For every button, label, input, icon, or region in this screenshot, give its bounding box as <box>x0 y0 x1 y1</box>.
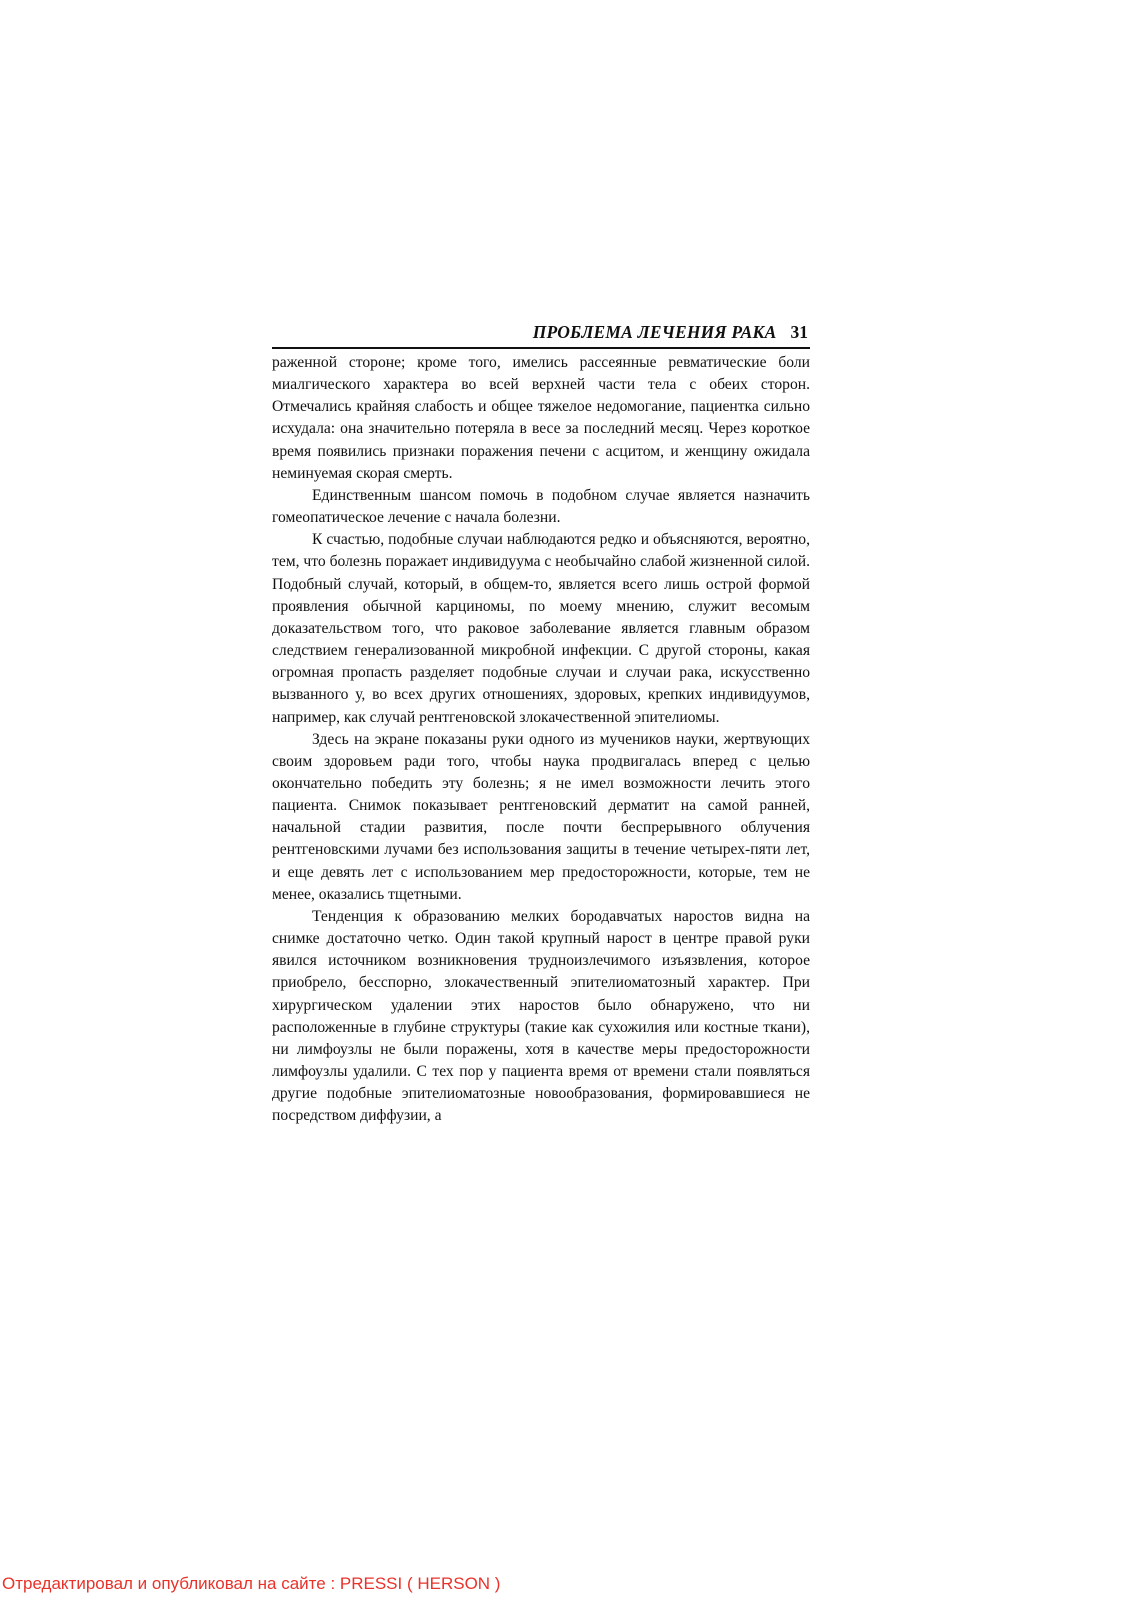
paragraph-2: Единственным шансом помочь в подобном случае является назначить гомеопатическое лечение с начала болезни. <box>272 486 810 527</box>
running-title: ПРОБЛЕМА ЛЕЧЕНИЯ РАКА <box>532 322 777 342</box>
paragraph-3: К счастью, подобные случаи наблюдаются редко и объясняются, вероятно, тем, что болезнь поражает индивидуума с необычайно слабой жизненной силой. Подобный случай, который, в общем-то, является всего лишь острой формой проявления обычной карциномы, по моему мнению, служит весомым доказательством того, что раковое заболевание является главным образом следствием генерализованной микробной инфекции. С другой стороны, какая огромная пропасть разделяет подобные случаи и случаи рака, искусственно вызванного у, во всех других отношениях, здоровых, крепких индивидуумов, например, как случай рентгеновской злокачественной эпителиомы. <box>272 531 810 726</box>
running-head <box>272 322 810 342</box>
page-number: 31 <box>790 322 808 342</box>
header-rule <box>272 347 810 349</box>
paragraph-4: Здесь на экране показаны руки одного из мучеников науки, жертвующих своим здоровьем ради того, чтобы наука продвигалась вперед с целью окончательно победить эту болезнь; я не имел возможности лечить этого пациента. Снимок показывает рентгеновский дерматит на самой ранней, начальной стадии развития, после почти беспрерывного облучения рентгеновскими лучами без использования защиты в течение четырех-пяти лет, и еще девять лет с использованием мер предосторожности, которые, тем не менее, оказались тщетными. <box>272 730 810 903</box>
footer-credit: Отредактировал и опубликовал на сайте : PRESSI ( HERSON ) <box>2 1574 501 1593</box>
book-page <box>272 322 810 1127</box>
paragraph-5: Тенденция к образованию мелких бородавчатых наростов видна на снимке достаточно четко. Один такой крупный нарост в центре правой руки явился источником возникновения трудноизлечимого изъязвления, которое приобрело, бесспорно, злокачественный эпителиоматозный характер. При хирургическом удалении этих наростов было обнаружено, что ни расположенные в глубине структуры (такие как сухожилия или костные ткани), ни лимфоузлы не были поражены, хотя в качестве меры предосторожности лимфоузлы удалили. С тех пор у пациента время от времени стали появляться другие подобные эпителиоматозные новообразования, формировавшиеся не посредством диффузии, а <box>272 907 810 1125</box>
body-text <box>272 352 810 1127</box>
paragraph-1: раженной стороне; кроме того, имелись рассеянные ревматические боли миалгического характера во всей верхней части тела с обеих сторон. Отмечались крайняя слабость и общее тяжелое недомогание, пациентка сильно исхудала: она значительно потеряла в весе за последний месяц. Через короткое время появились признаки поражения печени с асцитом, и женщину ожидала неминуемая скорая смерть. <box>272 354 810 482</box>
